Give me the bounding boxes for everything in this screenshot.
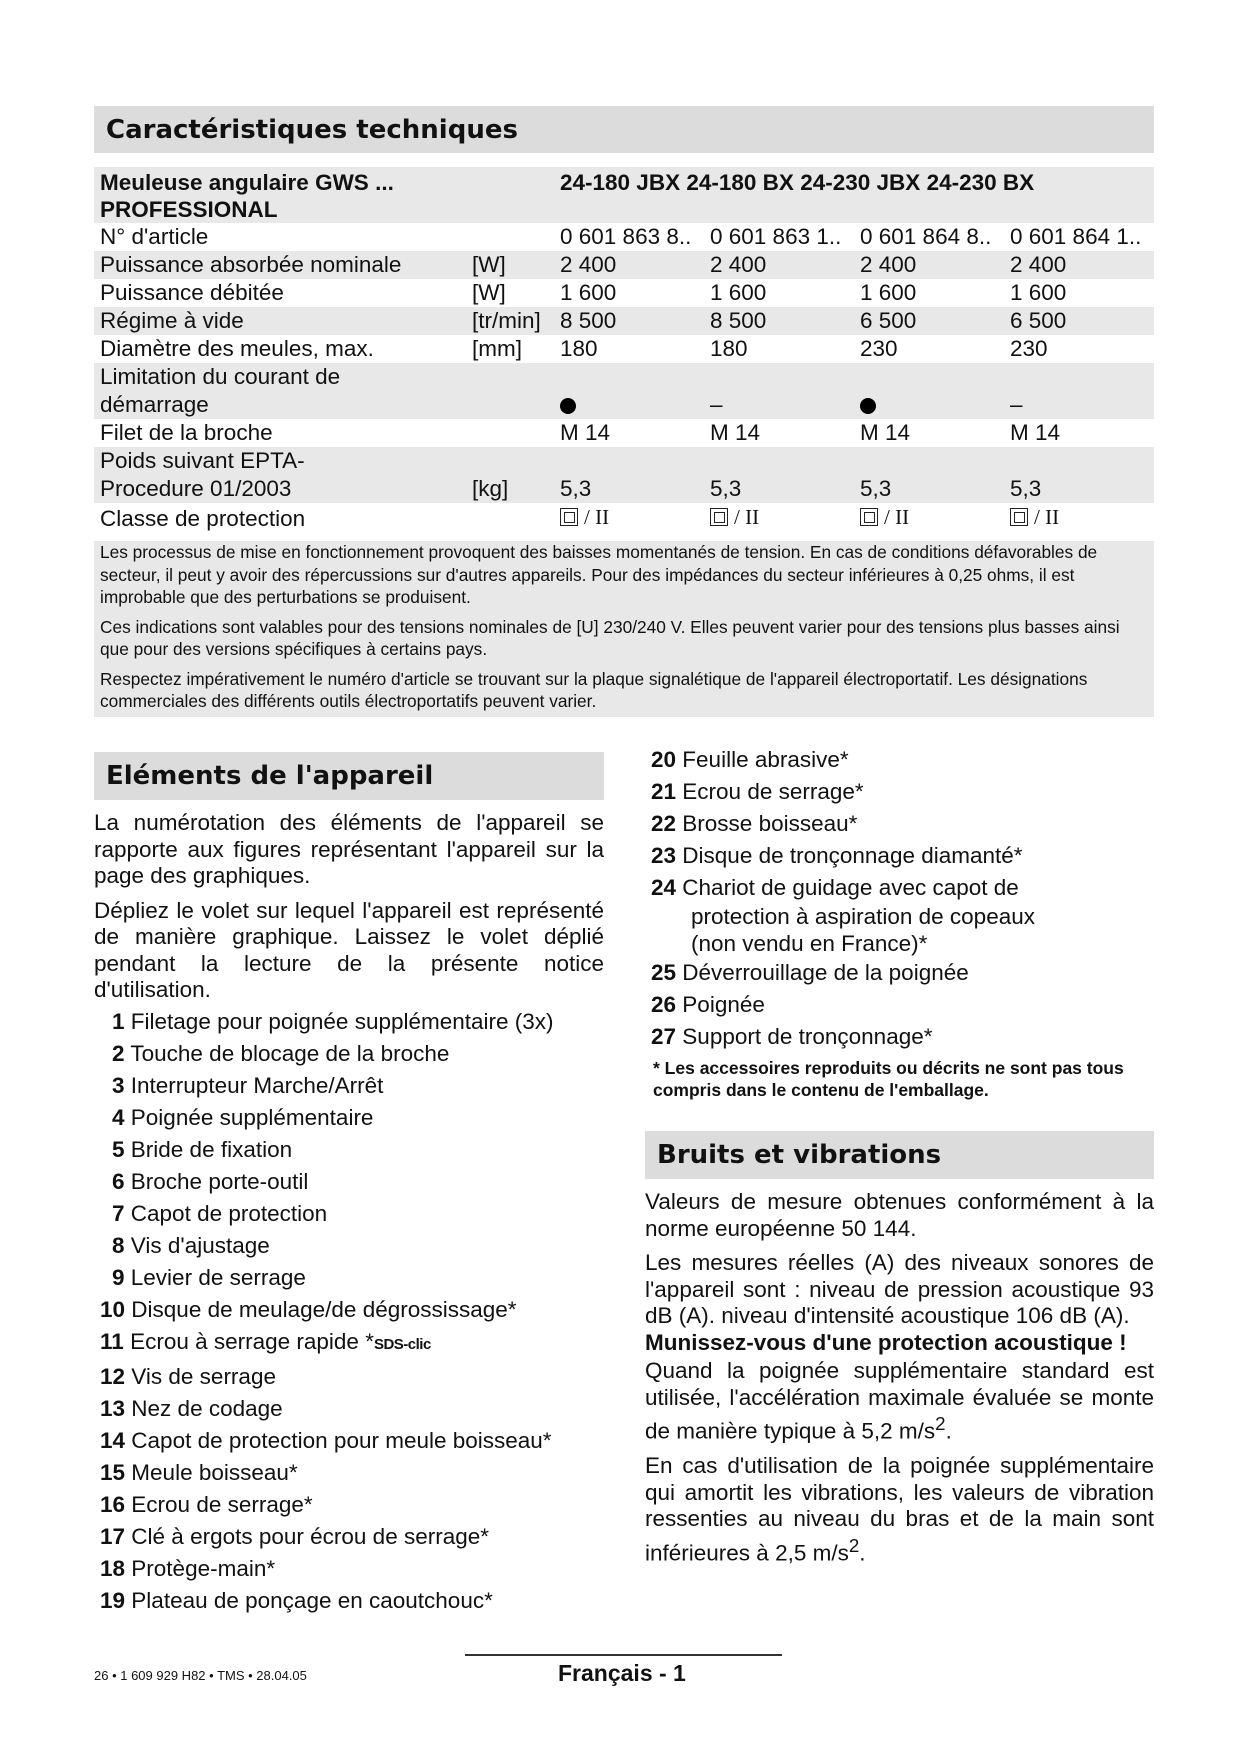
row-unit xyxy=(466,419,554,447)
row-unit: [mm] xyxy=(472,336,522,361)
row-label: Puissance débitée xyxy=(100,280,284,305)
cell-value: 5,3 xyxy=(554,447,704,503)
specs-table xyxy=(94,167,1154,533)
notes-box xyxy=(94,541,1154,717)
row-unit xyxy=(466,363,554,419)
left-column xyxy=(94,752,604,1617)
row-unit: [W] xyxy=(466,251,554,279)
list-item: 3 Interrupteur Marche/Arrêt xyxy=(112,1072,384,1098)
list-item: 9 Levier de serrage xyxy=(112,1264,306,1290)
list-item: 18 Protège-main* xyxy=(100,1555,276,1581)
list-item: 11 Ecrou à serrage rapide *SDS-clic xyxy=(100,1328,431,1354)
table-row xyxy=(94,335,1154,363)
cell-value: M 14 xyxy=(710,420,761,445)
bullet-icon xyxy=(560,398,576,414)
row-unit xyxy=(466,223,554,251)
right-column xyxy=(645,747,1154,1575)
model: 24-180 JBX xyxy=(560,170,681,195)
table-row xyxy=(94,419,1154,447)
table-row xyxy=(94,307,1154,335)
cell-value: 2 400 xyxy=(704,251,854,279)
list-item: 5 Bride de fixation xyxy=(112,1136,293,1162)
list-item: 16 Ecrou de serrage* xyxy=(100,1491,313,1517)
paragraph: La numérotation des éléments de l'appareil se rapporte aux figures représentant l'appareil sur la page des graphiques. xyxy=(94,810,604,888)
row-label: Diamètre des meules, max. xyxy=(100,336,374,361)
row-unit: [W] xyxy=(472,280,506,305)
cell-value: 230 xyxy=(1010,336,1048,361)
row-unit xyxy=(466,503,554,533)
cell-value: 8 500 xyxy=(554,307,704,335)
list-item: 27 Support de tronçonnage* xyxy=(651,1024,933,1049)
cell-value xyxy=(554,363,704,419)
double-insulation-icon xyxy=(560,508,578,526)
cell-value: 5,3 xyxy=(1004,447,1154,503)
cell-value: 0 601 863 8.. xyxy=(560,224,692,249)
footnote: * Les accessoires reproduits ou décrits ne sont pas tous compris dans le contenu de l'emballage. xyxy=(653,1058,1124,1100)
table-row xyxy=(94,503,1154,533)
double-insulation-icon xyxy=(710,508,728,526)
cell-value: / II xyxy=(554,503,704,533)
row-label: Classe de protection xyxy=(100,506,306,531)
note: Ces indications sont valables pour des tensions nominales de [U] 230/240 V. Elles peuvent varier pour des tensions plus basses ainsi que pour des versions spécifiques à certains pays. xyxy=(100,616,1120,659)
paragraph: Dépliez le volet sur lequel l'appareil est représenté de manière graphique. Laissez le volet déplié pendant la lecture de la présente notice d'utilisation. xyxy=(94,897,604,1002)
list-item: 8 Vis d'ajustage xyxy=(112,1232,270,1258)
cell-value: 5,3 xyxy=(704,447,854,503)
footer-divider xyxy=(465,1654,782,1656)
table-header-row xyxy=(94,167,1154,223)
paragraph: Les mesures réelles (A) des niveaux sonores de l'appareil sont : niveau de pression acoustique 93 dB (A). niveau d'intensité acoustique 106 dB (A). xyxy=(645,1250,1154,1328)
cell-value: / II xyxy=(1004,503,1154,533)
list-item: 2 Touche de blocage de la broche xyxy=(112,1040,450,1066)
cell-value: 0 601 864 1.. xyxy=(1010,224,1142,249)
row-unit: [kg] xyxy=(466,447,554,503)
row-label: Puissance absorbée nominale xyxy=(94,251,466,279)
paragraph: Valeurs de mesure obtenues conformément à la norme européenne 50 144. xyxy=(645,1189,1154,1241)
cell-value: 6 500 xyxy=(854,307,1004,335)
row-label: Régime à vide xyxy=(94,307,466,335)
cell-value: / II xyxy=(854,503,1004,533)
cell-value: 6 500 xyxy=(1004,307,1154,335)
section-title-tech: Caractéristiques techniques xyxy=(94,106,1154,153)
list-item: 20 Feuille abrasive* xyxy=(651,747,849,772)
list-item: 13 Nez de codage xyxy=(100,1395,283,1421)
cell-value: 180 xyxy=(710,336,748,361)
double-insulation-icon xyxy=(860,508,878,526)
model: 24-180 BX xyxy=(686,170,794,195)
table-row xyxy=(94,447,1154,503)
model: 24-230 BX xyxy=(926,170,1035,195)
table-row xyxy=(94,279,1154,307)
warning: Munissez-vous d'une protection acoustique ! xyxy=(645,1329,1127,1355)
note: Les processus de mise en fonctionnement provoquent des baisses momentanés de tension. En cas de conditions défavorables de secteur, il peut y avoir des répercussions sur d'autres appareils. Pour des impédances du secteur inférieures à 0,25 ohms, il est improbable que des perturbations se produisent. xyxy=(100,542,1098,607)
row-label: Limitation du courant de démarrage xyxy=(94,363,466,419)
cell-value: 2 400 xyxy=(854,251,1004,279)
row-label: Filet de la broche xyxy=(100,420,273,445)
product-label: Meuleuse angulaire GWS ... xyxy=(100,170,394,195)
cell-value: 1 600 xyxy=(1010,280,1067,305)
cell-value: M 14 xyxy=(860,420,911,445)
cell-value: 0 601 863 1.. xyxy=(710,224,842,249)
list-item: 1 Filetage pour poignée supplémentaire (3x) xyxy=(112,1008,554,1034)
cell-value: 8 500 xyxy=(704,307,854,335)
cell-value: – xyxy=(1004,363,1154,419)
cell-value: 5,3 xyxy=(854,447,1004,503)
cell-value: 2 400 xyxy=(1004,251,1154,279)
cell-value xyxy=(854,363,1004,419)
cell-value: 1 600 xyxy=(860,280,917,305)
list-item: 24 Chariot de guidage avec capot de protection à aspiration de copeaux (non vendu en France)* xyxy=(651,875,1035,956)
cell-value: 1 600 xyxy=(710,280,767,305)
sds-clic-logo: SDS-clic xyxy=(373,1335,431,1353)
list-item: 4 Poignée supplémentaire xyxy=(112,1104,374,1130)
model: 24-230 JBX xyxy=(800,170,921,195)
table-row xyxy=(94,251,1154,279)
table-row xyxy=(94,223,1154,251)
list-item: 17 Clé à ergots pour écrou de serrage* xyxy=(100,1523,490,1549)
bullet-icon xyxy=(860,398,876,414)
list-item: 6 Broche porte-outil xyxy=(112,1168,309,1194)
list-item: 14 Capot de protection pour meule boisseau* xyxy=(100,1427,552,1453)
list-item: 23 Disque de tronçonnage diamanté* xyxy=(651,843,1023,868)
list-item: 19 Plateau de ponçage en caoutchouc* xyxy=(100,1587,493,1613)
list-item: 10 Disque de meulage/de dégrossissage* xyxy=(100,1296,517,1322)
row-label: N° d'article xyxy=(100,224,209,249)
list-item: 12 Vis de serrage xyxy=(100,1363,276,1389)
row-label: Poids suivant EPTA- Procedure 01/2003 xyxy=(94,447,466,503)
cell-value: 2 400 xyxy=(554,251,704,279)
paragraph: Quand la poignée supplémentaire standard est utilisée, l'accélération maximale évaluée se monte de manière typique à 5,2 $m/s^2$. xyxy=(645,1358,1154,1444)
cell-value: M 14 xyxy=(1010,420,1061,445)
list-item: 26 Poignée xyxy=(651,992,765,1017)
cell-value: 0 601 864 8.. xyxy=(860,224,992,249)
table-row xyxy=(94,363,1154,419)
cell-value: M 14 xyxy=(560,420,611,445)
note: Respectez impérativement le numéro d'article se trouvant sur la plaque signalétique de l'appareil électroportatif. Les désignations commerciales des différents outils électroportatifs peuvent varier. xyxy=(100,668,1088,711)
footer-code: 26 • 1 609 929 H82 • TMS • 28.04.05 xyxy=(94,1668,307,1683)
row-unit: [tr/min] xyxy=(466,307,554,335)
list-item: 22 Brosse boisseau* xyxy=(651,811,858,836)
section-title-noise: Bruits et vibrations xyxy=(645,1131,1154,1179)
page-label: Français - 1 xyxy=(558,1660,686,1686)
list-item: 25 Déverrouillage de la poignée xyxy=(651,960,969,985)
cell-value: 180 xyxy=(560,336,598,361)
paragraph: En cas d'utilisation de la poignée supplémentaire qui amortit les vibrations, les valeurs de vibration ressenties au niveau du bras et de la main sont inférieures à 2,5 $m/s^2$. xyxy=(645,1453,1154,1565)
product-line: PROFESSIONAL xyxy=(100,197,278,222)
list-item: 15 Meule boisseau* xyxy=(100,1459,298,1485)
section-title-elements: Eléments de l'appareil xyxy=(94,752,604,800)
list-item: 7 Capot de protection xyxy=(112,1200,328,1226)
cell-value: / II xyxy=(704,503,854,533)
cell-value: 1 600 xyxy=(560,280,617,305)
double-insulation-icon xyxy=(1010,508,1028,526)
cell-value: – xyxy=(704,363,854,419)
cell-value: 230 xyxy=(860,336,898,361)
list-item: 21 Ecrou de serrage* xyxy=(651,779,864,804)
